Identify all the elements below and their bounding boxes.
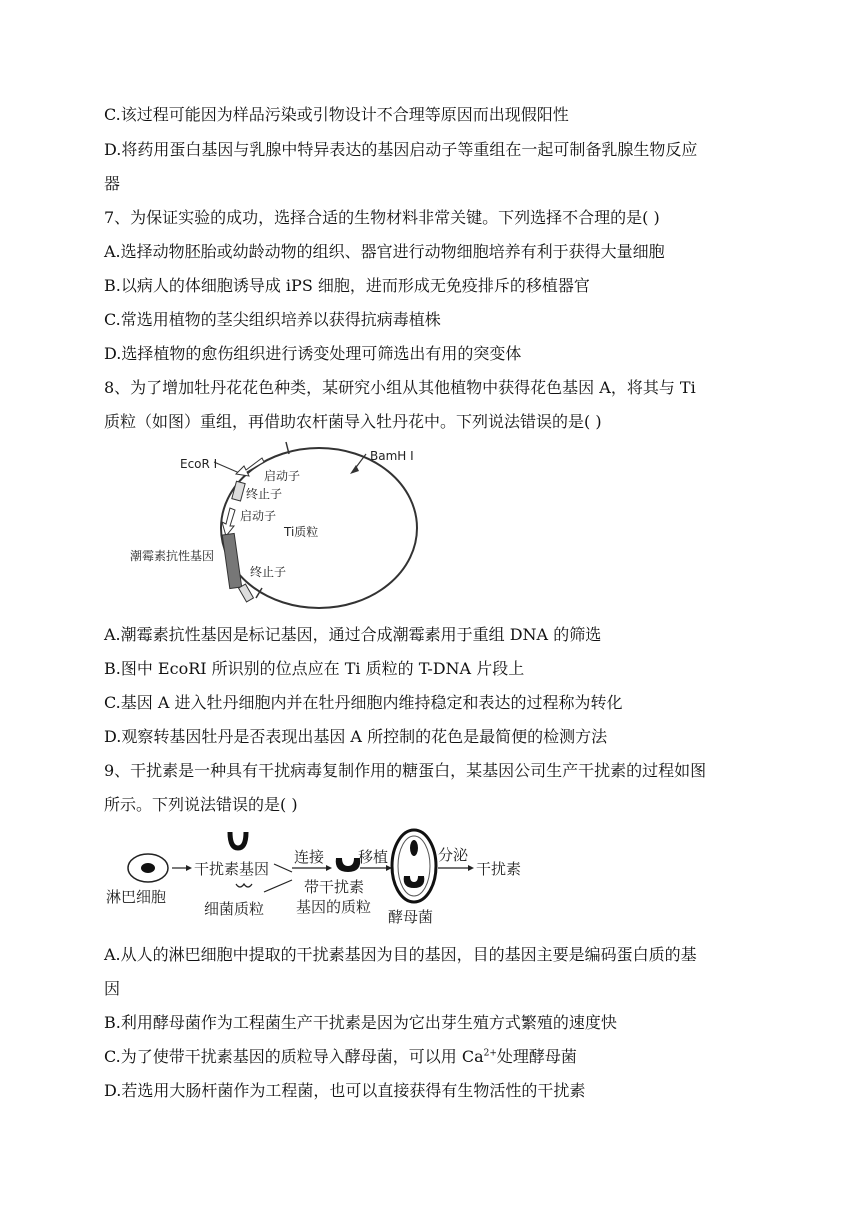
ifn-label: 干扰素 — [476, 860, 522, 878]
question-7: 7、为保证实验的成功，选择合适的生物材料非常关键。下列选择不合理的是( ) — [104, 208, 660, 227]
ti-label: Ti质粒 — [284, 525, 319, 539]
arrowhead-1 — [186, 865, 192, 871]
option-c-line: C.该过程可能因为样品污染或引物设计不合理等原因而出现假阳性 — [104, 105, 569, 124]
question-8-line1: 8、为了增加牡丹花花色种类，某研究小组从其他植物中获得花色基因 A，将其与 Ti — [104, 378, 696, 397]
terminator1-label: 终止子 — [246, 487, 283, 501]
promoter1-arrow — [236, 458, 264, 476]
plasmid-ring — [221, 448, 417, 608]
yeast-label: 酵母菌 — [388, 908, 434, 926]
terminator2-label: 终止子 — [250, 565, 287, 579]
yeast-nucleus — [410, 840, 418, 856]
q9c-superscript: 2+ — [483, 1048, 497, 1059]
q9-option-a-line1: A.从人的淋巴细胞中提取的干扰素基因为目的基因，目的基因主要是编码蛋白质的基 — [104, 945, 697, 964]
promoter2-arrow — [222, 508, 235, 536]
q8-option-d: D.观察转基因牡丹是否表现出基因 A 所控制的花色是最简便的检测方法 — [104, 727, 608, 746]
q9-option-d: D.若选用大肠杆菌作为工程菌，也可以直接获得有生物活性的干扰素 — [104, 1081, 586, 1100]
option-d-line: D.将药用蛋白基因与乳腺中特异表达的基因启动子等重组在一起可制备乳腺生物反应 — [104, 140, 698, 159]
q7-option-b: B.以病人的体细胞诱导成 iPS 细胞，进而形成无免疫排斥的移植器官 — [104, 276, 590, 295]
q9c-text-post: 处理酵母菌 — [496, 1047, 577, 1066]
bamhi-arrowhead — [350, 465, 359, 474]
transplant-label: 移植 — [358, 848, 389, 866]
gene-fragment-icon — [230, 832, 246, 848]
arrow-2a — [274, 864, 292, 872]
arrowhead-3 — [326, 865, 332, 871]
terminator1-block — [232, 481, 245, 501]
question-9-line2: 所示。下列说法错误的是( ) — [104, 795, 298, 814]
q9-option-b: B.利用酵母菌作为工程菌生产干扰素是因为它出芽生殖方式繁殖的速度快 — [104, 1013, 617, 1032]
q9-option-a-line2: 因 — [104, 979, 121, 998]
q8-option-a: A.潮霉素抗性基因是标记基因，通过合成潮霉素用于重组 DNA 的筛选 — [104, 625, 602, 644]
q7-option-d: D.选择植物的愈伤组织进行诱变处理可筛选出有用的突变体 — [104, 344, 522, 363]
recomb-plasmid-icon — [336, 858, 361, 872]
lymph-label: 淋巴细胞 — [106, 888, 167, 906]
q8-option-c: C.基因 A 进入牡丹细胞内并在牡丹细胞内维持稳定和表达的过程称为转化 — [104, 693, 623, 712]
question-9-line1: 9、干扰素是一种具有干扰病毒复制作用的糖蛋白，某基因公司生产干扰素的过程如图 — [104, 761, 707, 780]
q7-option-a: A.选择动物胚胎或幼龄动物的组织、器官进行动物细胞培养有利于获得大量细胞 — [104, 242, 665, 261]
q9c-text-pre: C.为了使带干扰素基因的质粒导入酵母菌，可以用 Ca — [104, 1047, 484, 1066]
recomb-label-1: 带干扰素 — [304, 878, 365, 896]
plasmid-fragment-icon — [236, 884, 252, 887]
hyg-label: 潮霉素抗性基因 — [130, 549, 215, 563]
arrow-2b — [264, 880, 292, 892]
plasmid-label: 细菌质粒 — [204, 900, 265, 918]
promoter1-label: 启动子 — [264, 469, 301, 483]
question-8-line2: 质粒（如图）重组，再借助农杆菌导入牡丹花中。下列说法错误的是( ) — [104, 412, 602, 431]
q9-option-c — [104, 1047, 577, 1067]
recomb-label-2: 基因的质粒 — [296, 898, 372, 916]
lymph-nucleus — [141, 863, 155, 873]
q7-option-c: C.常选用植物的茎尖组织培养以获得抗病毒植株 — [104, 310, 441, 329]
promoter2-label: 启动子 — [240, 509, 277, 523]
ifn-gene-label: 干扰素基因 — [194, 860, 270, 878]
arrowhead-5 — [468, 865, 474, 871]
q8-option-b: B.图中 EcoRI 所识别的位点应在 Ti 质粒的 T-DNA 片段上 — [104, 659, 525, 678]
option-d-line-cont: 器 — [104, 174, 121, 193]
secrete-label: 分泌 — [438, 846, 469, 864]
interferon-process-figure — [104, 822, 544, 930]
connect-label: 连接 — [294, 848, 325, 866]
bamhi-label: BamH I — [370, 449, 414, 463]
ti-plasmid-figure — [104, 440, 444, 620]
hyg-gene-block — [222, 533, 241, 588]
ecori-label: EcoR I — [180, 457, 218, 471]
